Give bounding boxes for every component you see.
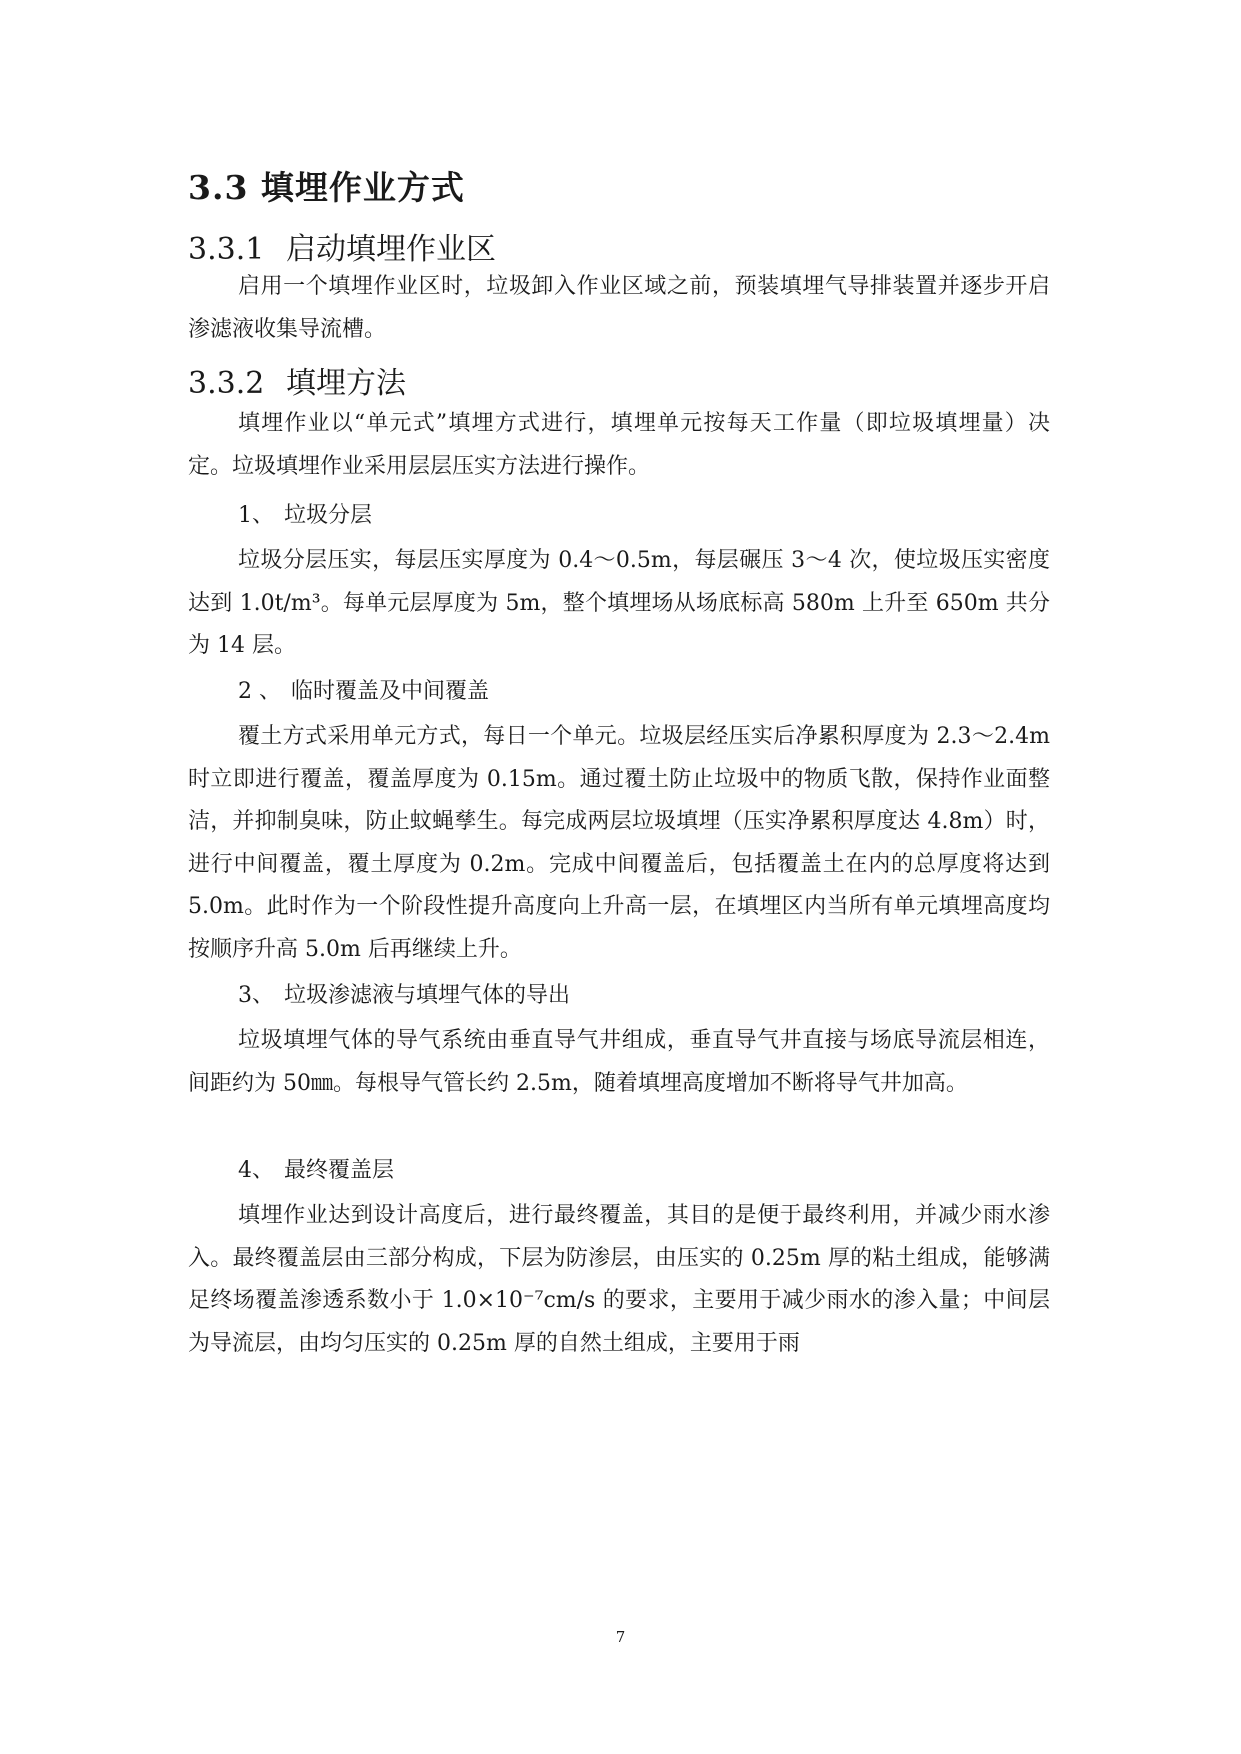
paragraph-layering: 垃圾分层压实，每层压实厚度为 0.4～0.5m，每层碾压 3～4 次，使垃圾压实密度达到 1.0t/m³。每单元层厚度为 5m，整个填埋场从场底标高 580m 上升至 650m 共分为 14 层。	[188, 548, 1050, 658]
subsection-title: 启动填埋作业区	[286, 232, 496, 267]
item-title: 临时覆盖及中间覆盖	[291, 679, 490, 704]
subsection-heading-3-3-2	[188, 358, 406, 402]
item-title: 垃圾分层	[284, 503, 373, 528]
item-title: 垃圾渗滤液与填埋气体的导出	[284, 983, 571, 1008]
paragraph-start-area: 启用一个填埋作业区时，垃圾卸入作业区域之前，预装填埋气导排装置并逐步开启渗滤液收集导流槽。	[188, 274, 1050, 342]
item-heading-4	[238, 1150, 394, 1193]
subsection-number: 3.3.1	[188, 232, 265, 267]
paragraph-final-cover: 填埋作业达到设计高度后，进行最终覆盖，其目的是便于最终利用，并减少雨水渗入。最终覆盖层由三部分构成，下层为防渗层，由压实的 0.25m 厚的粘土组成，能够满足终场覆盖渗透系数小于 1.0×10⁻⁷cm/s 的要求，主要用于减少雨水的渗入量；中间层为导流层，由均匀压实的 0.25m 厚的自然土组成，主要用于雨	[188, 1203, 1050, 1356]
item-number: 4、	[238, 1158, 274, 1183]
item-heading-3	[238, 975, 570, 1018]
item-title: 最终覆盖层	[284, 1158, 395, 1183]
item-heading-2	[238, 671, 489, 714]
paragraph-gas-export: 垃圾填埋气体的导气系统由垂直导气井组成，垂直导气井直接与场底导流层相连，间距约为 50㎜。每根导气管长约 2.5m，随着填埋高度增加不断将导气井加高。	[188, 1028, 1050, 1096]
page-number: 7	[615, 1628, 626, 1646]
subsection-heading-3-3-1	[188, 224, 496, 268]
paragraph-landfill-method: 填埋作业以“单元式”填埋方式进行，填埋单元按每天工作量（即垃圾填埋量）决定。垃圾填埋作业采用层层压实方法进行操作。	[188, 411, 1050, 479]
item-number: 2 、	[238, 679, 281, 704]
subsection-title: 填埋方法	[286, 366, 406, 401]
item-number: 1、	[238, 503, 274, 528]
item-number: 3、	[238, 983, 274, 1008]
item-heading-1	[238, 495, 372, 538]
subsection-number: 3.3.2	[188, 366, 265, 401]
paragraph-cover: 覆土方式采用单元方式，每日一个单元。垃圾层经压实后净累积厚度为 2.3～2.4m 时立即进行覆盖，覆盖厚度为 0.15m。通过覆土防止垃圾中的物质飞散，保持作业面整洁，并抑制臭味，防止蚊蝇孳生。每完成两层垃圾填埋（压实净累积厚度达 4.8m）时，进行中间覆盖，覆土厚度为 0.2m。完成中间覆盖后，包括覆盖土在内的总厚度将达到 5.0m。此时作为一个阶段性提升高度向上升高一层，在填埋区内当所有单元填埋高度均按顺序升高 5.0m 后再继续上升。	[188, 724, 1050, 962]
section-title: 3.3 填埋作业方式	[188, 168, 465, 207]
